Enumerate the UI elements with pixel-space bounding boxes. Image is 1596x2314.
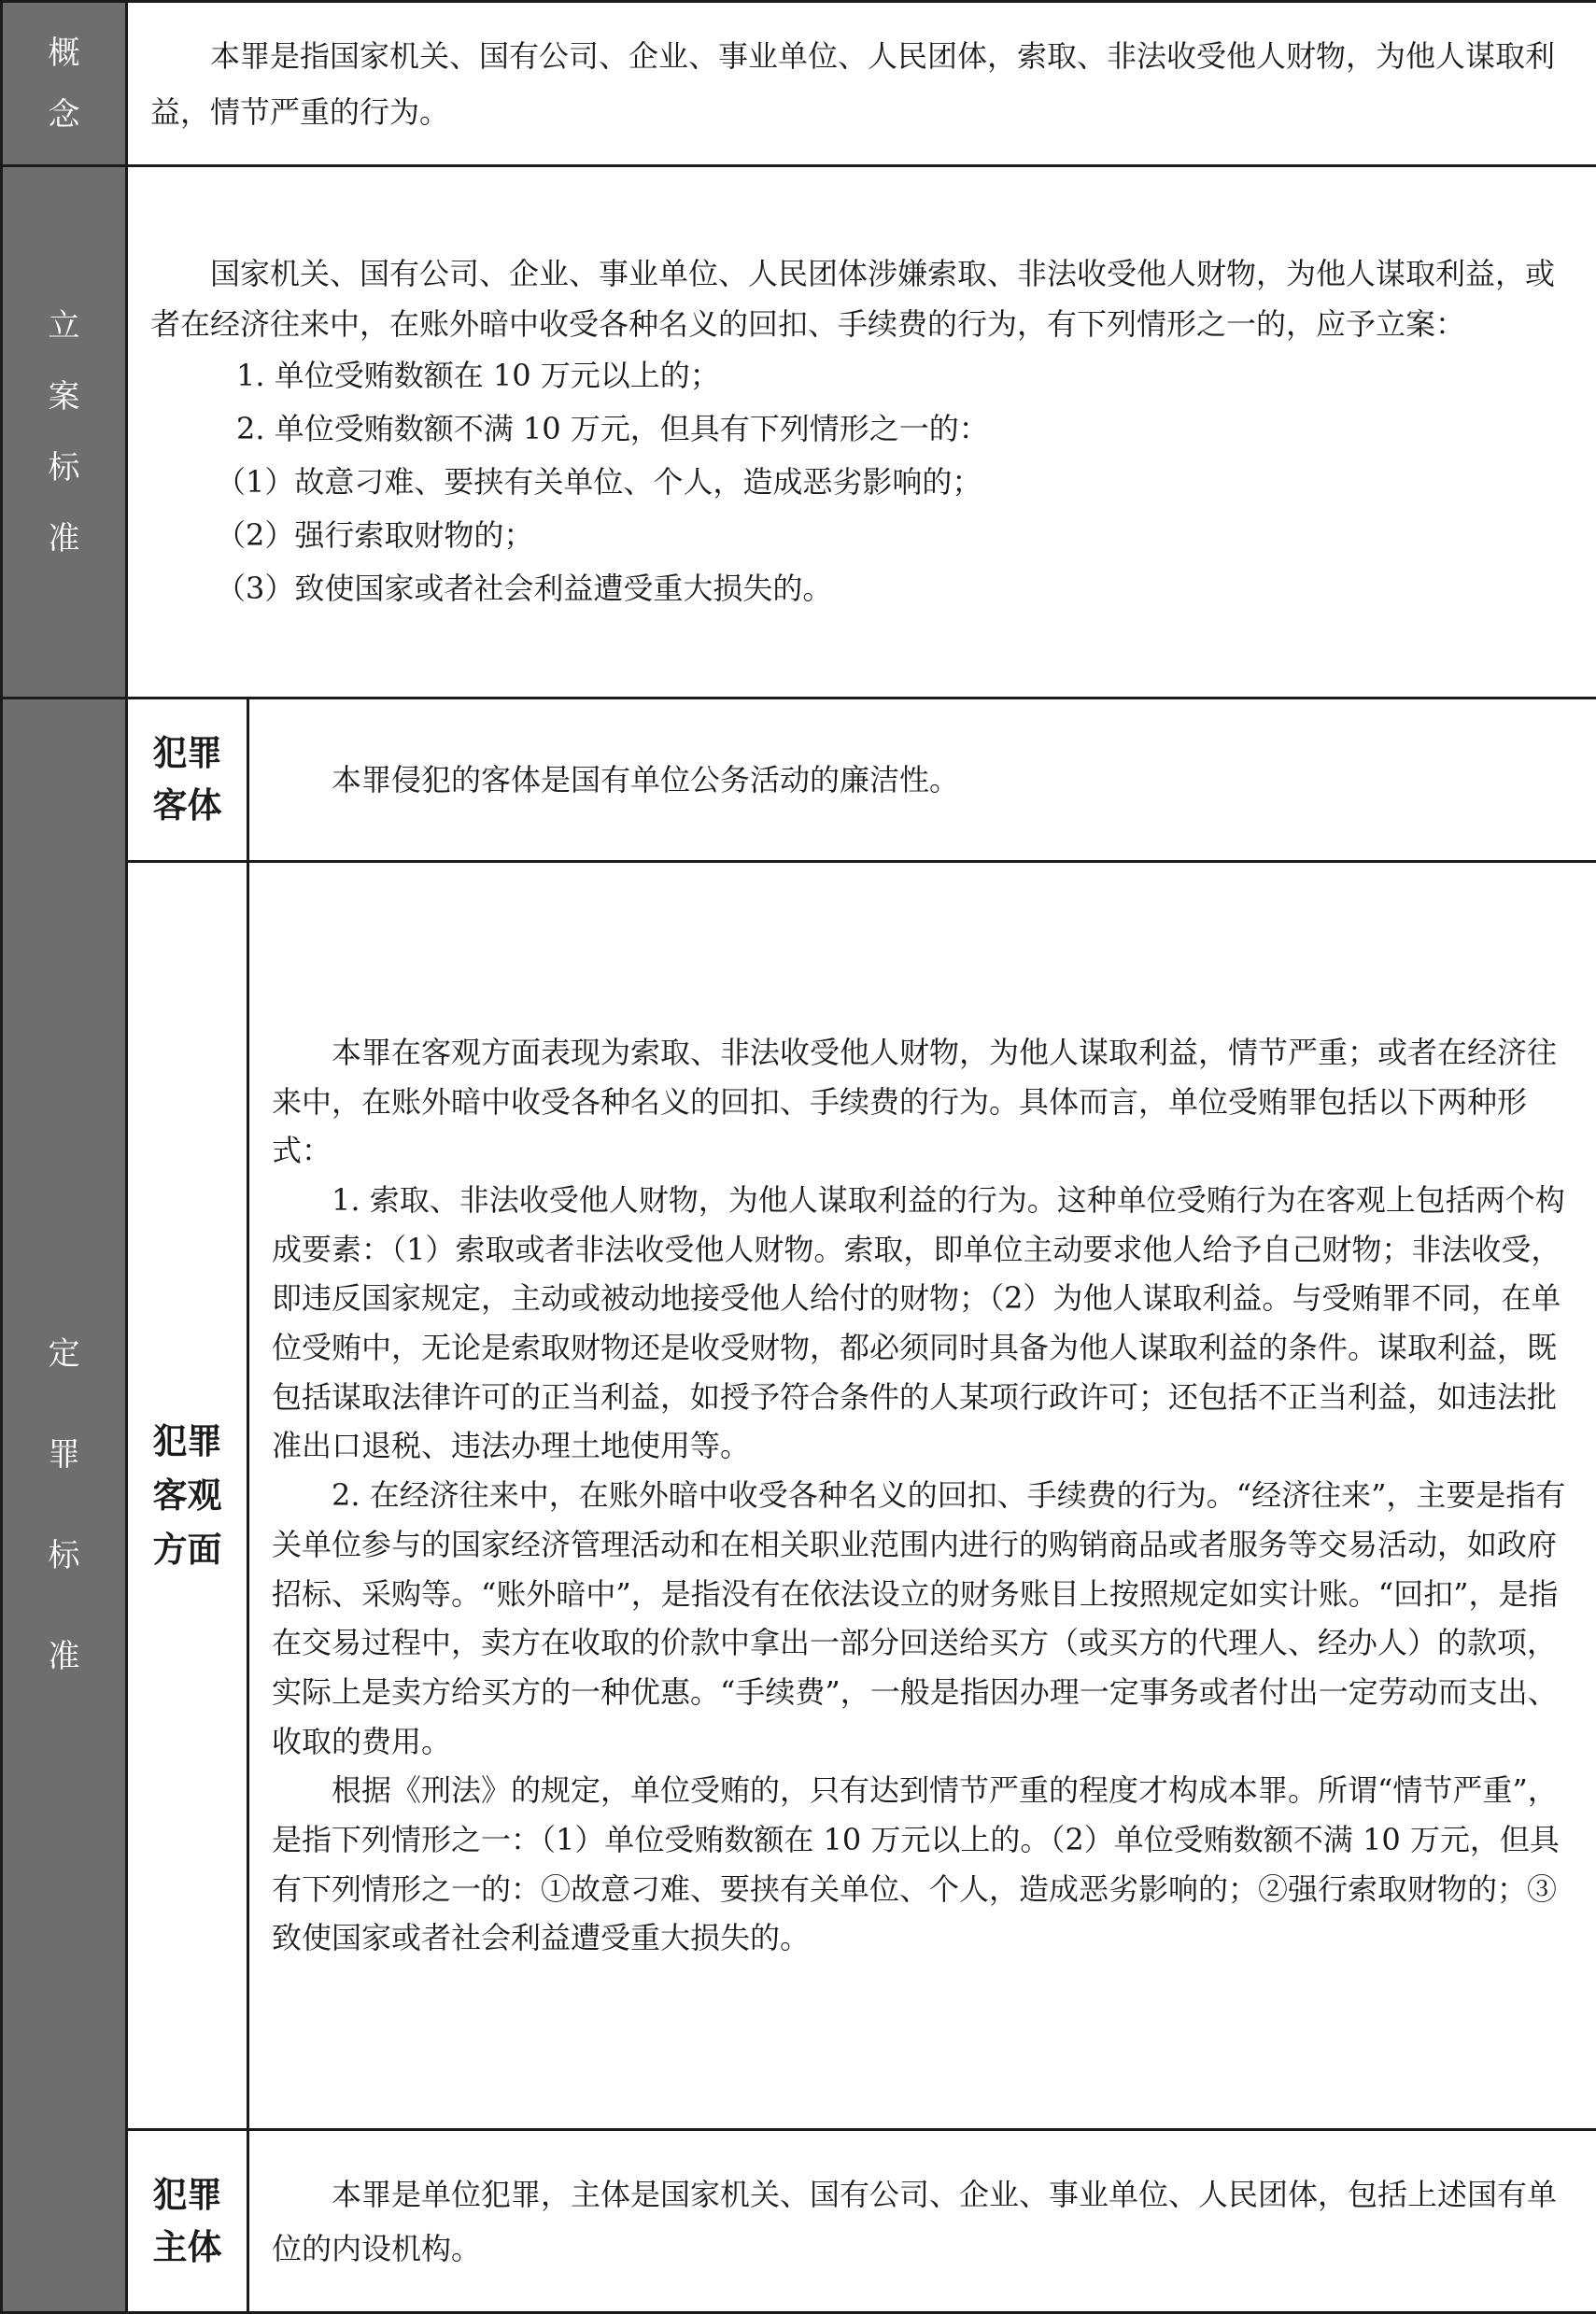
concept-label: 概念 (2, 2, 127, 166)
objective-paragraph: 1. 索取、非法收受他人财物，为他人谋取利益的行为。这种单位受贿行为在客观上包括两个构成要素：（1）索取或者非法收受他人财物。索取，即单位主动要求他人给予自己财物；非法收受，即违反国家规定，主动或被动地接受他人给付的财物；（2）为他人谋取利益。与受贿罪不同，在单位受贿中，无论是索取财物还是收受财物，都必须同时具备为他人谋取利益的条件。谋取利益，既包括谋取法律许可的正当利益，如授予符合条件的人某项行政许可；还包括不正当利益，如违法批准出口退税、违法办理土地使用等。 (272, 1176, 1574, 1471)
filing-item: （2）强行索取财物的； (150, 509, 1574, 562)
objective-paragraph: 2. 在经济往来中，在账外暗中收受各种名义的回扣、手续费的行为。“经济往来”，主要是指有关单位参与的国家经济管理活动和在相关职业范围内进行的购销商品或者服务等交易活动，如政府招标、采购等。“账外暗中”，是指没有在依法设立的财务账目上按照规定如实计账。“回扣”，是指在交易过程中，卖方在收取的价款中拿出一部分回送给买方（或买方的代理人、经办人）的款项，实际上是卖方给买方的一种优惠。“手续费”，一般是指因办理一定事务或者付出一定劳动而支出、收取的费用。 (272, 1471, 1574, 1766)
crime-objective-label: 犯罪客观方面 (127, 862, 248, 2130)
crime-objective-row (2, 862, 1596, 2130)
crime-object-text: 本罪侵犯的客体是国有单位公务活动的廉洁性。 (248, 698, 1596, 862)
concept-row (2, 2, 1596, 166)
filing-intro: 国家机关、国有公司、企业、事业单位、人民团体涉嫌索取、非法收受他人财物，为他人谋取利益，或者在经济往来中，在账外暗中收受各种名义的回扣、手续费的行为，有下列情形之一的，应予立案： (150, 248, 1574, 349)
crime-subject-text: 本罪是单位犯罪，主体是国家机关、国有公司、企业、事业单位、人民团体，包括上述国有单位的内设机构。 (248, 2130, 1596, 2313)
filing-item: 2. 单位受贿数额不满 10 万元，但具有下列情形之一的： (150, 402, 1574, 456)
concept-text: 本罪是指国家机关、国有公司、企业、事业单位、人民团体，索取、非法收受他人财物，为他人谋取利益，情节严重的行为。 (127, 2, 1596, 166)
crime-subject-label: 犯罪主体 (127, 2130, 248, 2313)
objective-paragraph: 根据《刑法》的规定，单位受贿的，只有达到情节严重的程度才构成本罪。所谓“情节严重”，是指下列情形之一：（1）单位受贿数额在 10 万元以上的。（2）单位受贿数额不满 10 万元，但具有下列情形之一的：①故意刁难、要挟有关单位、个人，造成恶劣影响的；②强行索取财物的；③致使国家或者社会利益遭受重大损失的。 (272, 1766, 1574, 1963)
filing-standard-content (127, 166, 1596, 698)
crime-object-label: 犯罪客体 (127, 698, 248, 862)
crime-object-row (2, 698, 1596, 862)
filing-standard-row (2, 166, 1596, 698)
filing-standard-label: 立案标准 (2, 166, 127, 698)
conviction-standard-label: 定罪标准 (2, 698, 127, 2313)
filing-item: 1. 单位受贿数额在 10 万元以上的； (150, 349, 1574, 402)
filing-item: （3）致使国家或者社会利益遭受重大损失的。 (150, 562, 1574, 615)
filing-item: （1）故意刁难、要挟有关单位、个人，造成恶劣影响的； (150, 456, 1574, 509)
crime-objective-content (248, 862, 1596, 2130)
objective-paragraph: 本罪在客观方面表现为索取、非法收受他人财物，为他人谋取利益，情节严重；或者在经济往来中，在账外暗中收受各种名义的回扣、手续费的行为。具体而言，单位受贿罪包括以下两种形式： (272, 1028, 1574, 1176)
crime-subject-row (2, 2130, 1596, 2313)
